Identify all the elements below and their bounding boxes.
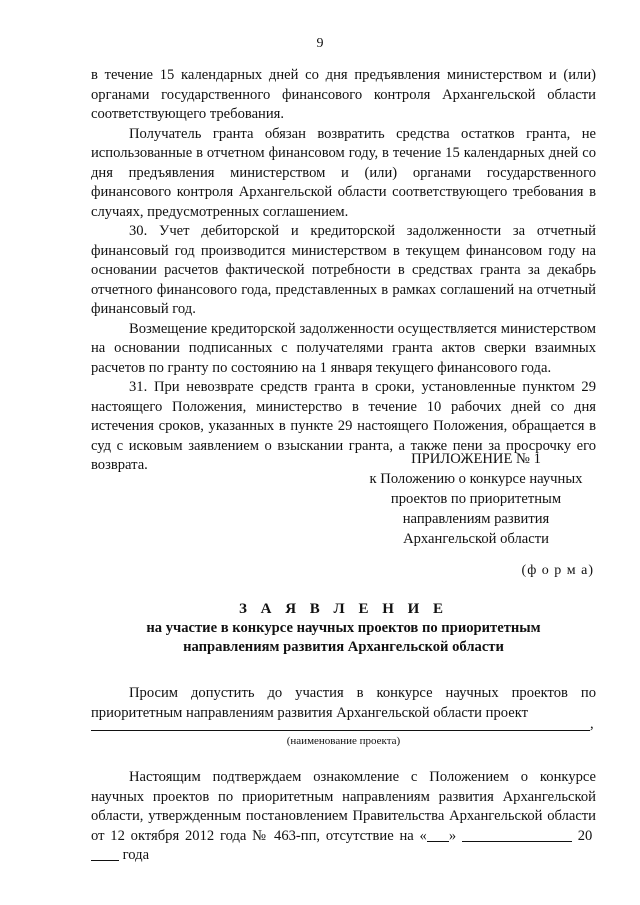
form-label: (ф о р м а) [521,563,594,578]
appendix-line: проектов по приоритетным [390,491,562,507]
confirm-text: Настоящим подтверждаем ознакомление с Положением о конкурсе научных проектов по приоритетным направлениям развития Архангельской области, утвержденным постановлением Правительства Архангельской области от 12 октября 2012 года № 463-пп, отсутствие на « [91,769,596,844]
form-title [91,600,596,657]
paragraph-30: 30. Учет дебиторской и кредиторской задолженности за отчетный финансовый год производится министерством в текущем финансовом году на основании расчетов фактической потребности в средствах гранта за декабрь отчетного финансового года, представленных в рамках соглашений на отчетный финансовый год. [91,223,596,317]
form-title-line: на участие в конкурсе научных проектов по приоритетным [146,620,541,636]
appendix-line: Архангельской области [403,531,549,547]
confirm-paragraph [91,768,596,866]
request-text: Просим допустить до участия в конкурсе научных проектов по приоритетным направлениям развития Архангельской области проект [91,685,596,721]
body-text [91,66,596,476]
year-field[interactable] [91,846,119,861]
appendix-block [356,449,596,549]
appendix-line: к Положению о конкурсе научных [369,471,583,487]
paragraph-31: 31. При невозврате средств гранта в сроки, установленные пунктом 29 настоящего Положения, министерство в течение 10 рабочих дней со дня истечения сроков, указанных в пункте 29 настоящего Положения, обращается в суд с исковым заявлением о взыскании гранта, а также пени за просрочку его возврата. [91,379,596,473]
project-name-caption: (наименование проекта) [286,735,401,747]
day-field[interactable] [427,827,449,842]
paragraph-reimbursement: Возмещение кредиторской задолженности осуществляется министерством на основании подписанных с получателями гранта актов сверки взаимных расчетов по гранту по состоянию на 1 января текущего финансового года. [91,320,596,376]
form-title-main: З А Я В Л Е Н И Е [238,601,449,617]
request-paragraph [91,683,596,723]
form-title-line: направлениям развития Архангельской области [183,639,504,655]
month-field[interactable] [462,827,572,842]
paragraph-continuation: в течение 15 календарных дней со дня предъявления министерством и (или) органами государственного финансового контроля Архангельской области соответствующего требования. [91,67,596,122]
appendix-line: направлениям развития [402,511,550,527]
quote-close: » [448,827,457,844]
year-suffix: года [122,847,150,863]
fill-comma: , [590,716,594,732]
year-prefix: 20 [577,827,593,844]
paragraph-refund: Получатель гранта обязан возвратить средства остатков гранта, не использованные в отчетном финансовом году, в течение 15 календарных дней со дня предъявления министерством и (или) органами государственного финансового контроля Архангельской области соответствующего требования в случаях, предусмотренных соглашением. [91,125,596,220]
page-number: 9 [316,36,324,51]
project-name-field[interactable] [91,730,590,731]
appendix-header: ПРИЛОЖЕНИЕ № 1 [411,451,541,467]
